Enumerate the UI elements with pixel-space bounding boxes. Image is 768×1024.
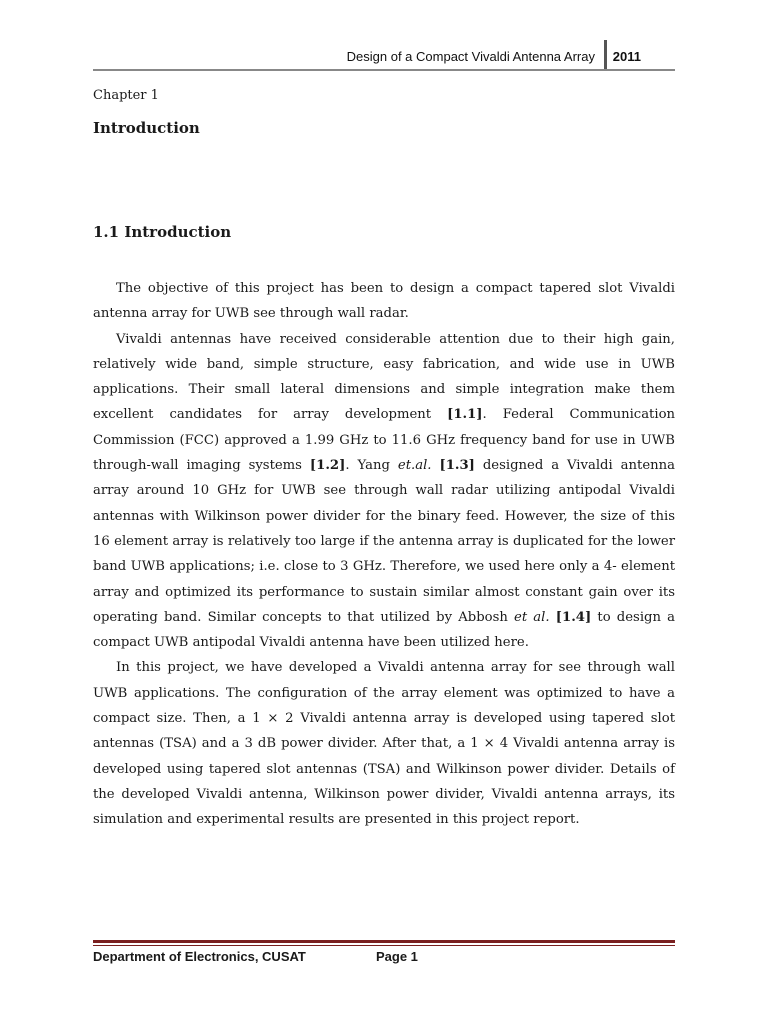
citation-1-3: [1.3] xyxy=(439,458,475,474)
footer-department: Department of Electronics, CUSAT xyxy=(93,949,306,964)
footer-rule-thick xyxy=(93,940,675,943)
p2-text-1: Vivaldi antennas have received considerable attention due to their high gain, relatively wide band, simple structure, easy fabrication, and wide use in UWB applications. Their small lateral dimensions and simple integration make them excellent candidates for array development xyxy=(93,331,675,423)
citation-1-2: [1.2] xyxy=(309,458,346,474)
running-header xyxy=(93,40,675,70)
citation-1-1: [1.1] xyxy=(447,407,483,423)
p2-text-3: . Yang xyxy=(345,458,398,474)
header-rule xyxy=(93,69,675,71)
chapter-title: Introduction xyxy=(93,119,200,137)
et-al-1: et.al. xyxy=(397,458,432,474)
section-heading: 1.1 Introduction xyxy=(93,223,232,241)
footer-rule-thin xyxy=(93,945,675,946)
footer-page-number: Page 1 xyxy=(376,949,418,964)
p2-text-2: . Federal Communication Commission (FCC) approved a 1.99 GHz to 11.6 GHz frequency band for use in UWB through-wall imaging systems xyxy=(93,407,676,474)
paragraph-1: The objective of this project has been to design a compact tapered slot Vivaldi antenna array for UWB see through wall radar. xyxy=(93,281,675,322)
chapter-label: Chapter 1 xyxy=(93,88,159,103)
citation-1-4: [1.4] xyxy=(555,609,592,625)
p2-text-7: to design a compact UWB antipodal Vivaldi antenna have been utilized here. xyxy=(93,609,676,651)
header-year: 2011 xyxy=(612,49,641,64)
header-separator xyxy=(604,40,607,70)
et-al-2: et al. xyxy=(514,609,550,625)
p2-text-5: designed a Vivaldi antenna array around 10 GHz for UWB see through wall radar utilizing antipodal Vivaldi antennas with Wilkinson power divider for the binary feed. However, the size of this 16 element array is relatively too large if the antenna array is duplicated for the lower band UWB applications; i.e. close to 3 GHz. Therefore, we used here only a 4- element array and optimized its performance to sustain similar almost constant gain over its operating band. Similar concepts to that utilized by Abbosh xyxy=(93,458,675,625)
body-text xyxy=(93,276,675,833)
paragraph-2 xyxy=(93,327,675,656)
paragraph-3: In this project, we have developed a Vivaldi antenna array for see through wall UWB applications. The configuration of the array element was optimized to have a compact size. Then, a 1 × 2 Vivaldi antenna array is developed using tapered slot antennas (TSA) and a 3 dB power divider. After that, a 1 × 4 Vivaldi antenna array is developed using tapered slot antennas (TSA) and Wilkinson power divider. Details of the developed Vivaldi antenna, Wilkinson power divider, Vivaldi antenna arrays, its simulation and experimental results are presented in this project report. xyxy=(93,660,675,828)
header-title: Design of a Compact Vivaldi Antenna Array xyxy=(346,49,595,64)
